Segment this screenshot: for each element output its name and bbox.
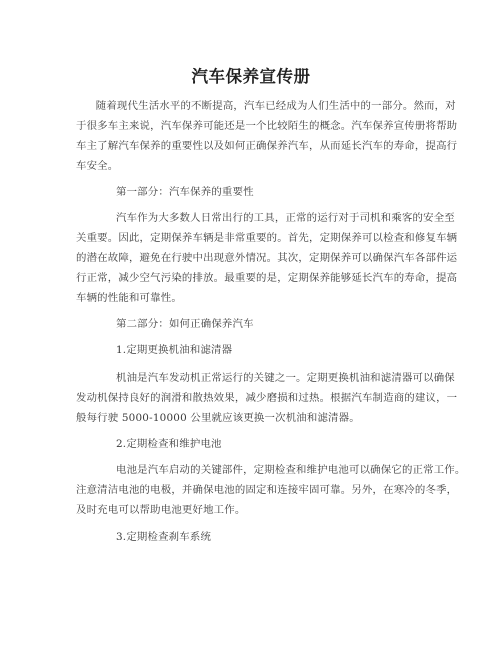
item1-line: 发动机保持良好的润滑和散热效果，减少磨损和过热。根据汽车制造商的建议，一 (76, 392, 458, 404)
item2-heading-block (76, 434, 436, 454)
item1-heading-block (76, 340, 436, 360)
intro-line: 车安全。 (76, 160, 119, 172)
item3-heading-block (76, 527, 436, 547)
item2-line: 电池是汽车启动的关键部件，定期检查和维护电池可以确保它的正常工作。 (116, 464, 466, 476)
item1-line: 机油是汽车发动机正常运行的关键之一。定期更换机油和滤清器可以确保 (116, 372, 455, 384)
part1-line: 汽车作为大多数人日常出行的工具，正常的运行对于司机和乘客的安全至 (116, 212, 455, 224)
item2-heading: 2.定期检查和维护电池 (116, 438, 222, 450)
item1-heading: 1.定期更换机油和滤清器 (116, 344, 233, 356)
intro-line: 车主了解汽车保养的重要性以及如何正确保养汽车，从而延长汽车的寿命，提高行 (76, 140, 458, 152)
part2-heading-block (76, 314, 436, 334)
item2-line: 注意清洁电池的电极，并确保电池的固定和连接牢固可靠。另外，在寒冷的冬季， (76, 484, 458, 496)
item1-line: 般每行驶 5000-10000 公里就应该更换一次机油和滤清器。 (76, 412, 360, 424)
item2-paragraph (76, 460, 466, 520)
part1-paragraph (76, 208, 458, 308)
document-title: 汽车保养宣传册 (191, 67, 311, 86)
part1-line: 的潜在故障，避免在行驶中出现意外情况。其次，定期保养可以确保汽车各部件运 (76, 252, 458, 264)
item2-line: 及时充电可以帮助电池更好地工作。 (76, 504, 246, 516)
intro-line: 随着现代生活水平的不断提高，汽车已经成为人们生活中的一部分。然而，对 (95, 100, 456, 112)
part1-heading-block (76, 182, 436, 202)
item3-heading: 3.定期检查刹车系统 (116, 531, 212, 543)
part2-heading: 第二部分：如何正确保养汽车 (116, 318, 254, 330)
part1-line: 行正常，减少空气污染的排放。最重要的是，定期保养能够延长汽车的寿命，提高 (76, 272, 458, 284)
item1-paragraph (76, 368, 458, 428)
intro-paragraph (76, 96, 458, 176)
part1-line: 关重要。因此，定期保养车辆是非常重要的。首先，定期保养可以检查和修复车辆 (76, 232, 458, 244)
intro-line: 于很多车主来说，汽车保养可能还是一个比较陌生的概念。汽车保养宣传册将帮助 (76, 120, 458, 132)
part1-line: 车辆的性能和可靠性。 (76, 292, 182, 304)
part1-heading: 第一部分：汽车保养的重要性 (116, 186, 254, 198)
